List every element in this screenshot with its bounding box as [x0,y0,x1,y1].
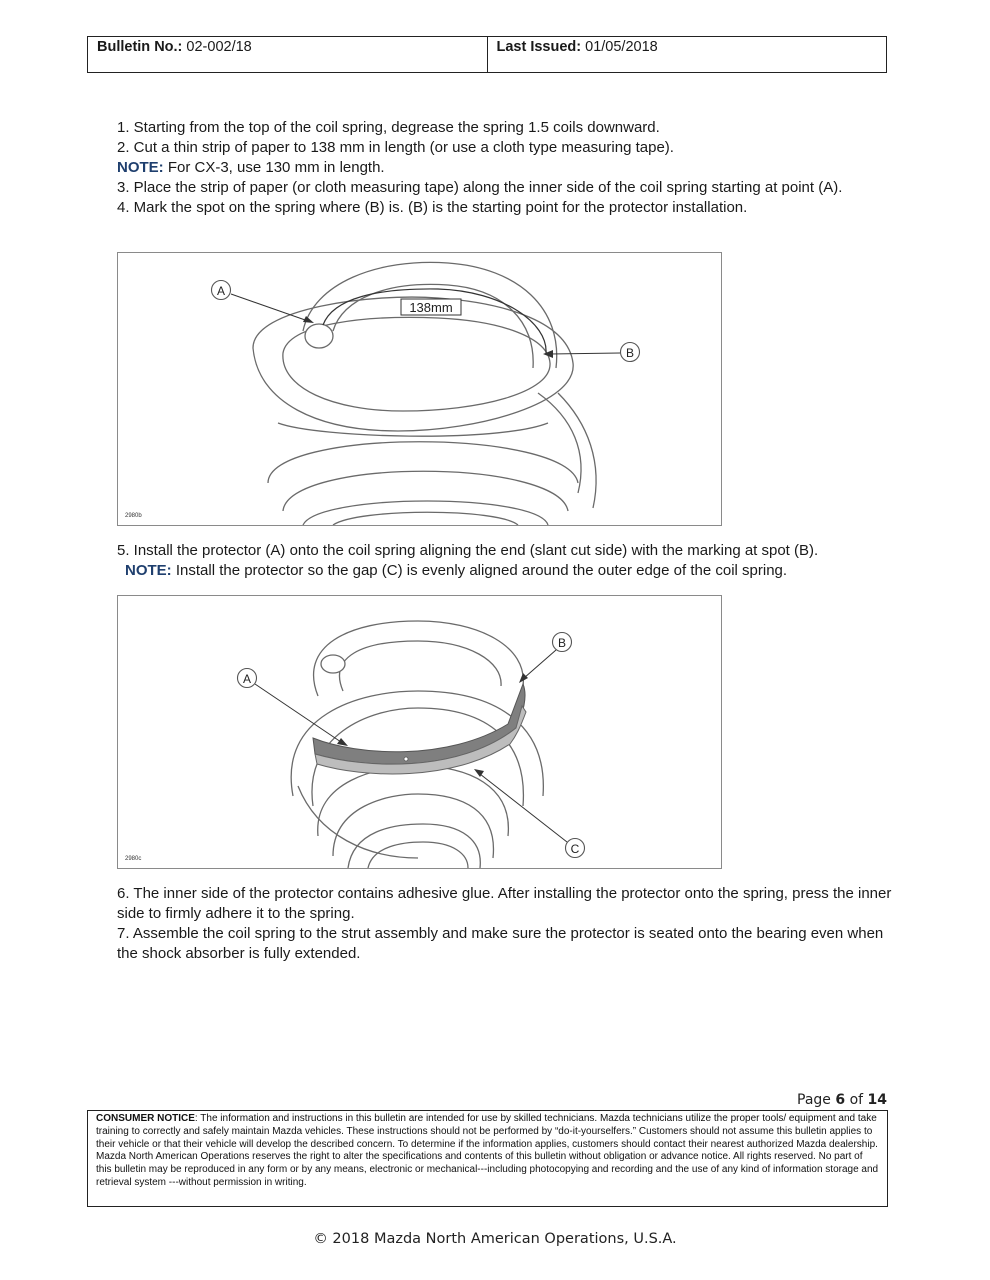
instructions-mid [117,541,892,581]
note-text: Install the protector so the gap (C) is evenly aligned around the outer edge of the coil spring. [175,562,788,579]
callout-b-label: B [557,636,567,650]
last-issued-value: 01/05/2018 [585,39,658,55]
callout-c-label: C [570,842,580,856]
page-current: 6 [835,1092,846,1108]
step-6: 6. The inner side of the protector contains adhesive glue. After installing the protector onto the spring, press the inner side to firmly adhere it to the spring. [117,885,892,922]
callout-a-label: A [216,284,226,298]
bulletin-header [87,36,887,73]
figure-code: 2980b [125,513,142,519]
last-issued-label: Last Issued: [496,39,582,55]
consumer-notice-label: CONSUMER NOTICE [96,1113,195,1124]
step-5: 5. Install the protector (A) onto the coil spring aligning the end (slant cut side) with the marking at spot (B). [117,542,819,559]
step-7: 7. Assemble the coil spring to the strut assembly and make sure the protector is seated onto the bearing even when the shock absorber is fully extended. [117,925,884,962]
step-3: 3. Place the strip of paper (or cloth measuring tape) along the inner side of the coil spring starting at point (A). [117,179,843,196]
figure-measure-spring [117,252,722,526]
note-2 [117,561,892,581]
note-label: NOTE: [117,159,164,176]
page-of: of [849,1092,864,1108]
spring-cut-end [321,655,345,673]
measure-label: 138mm [409,300,453,315]
copyright: © 2018 Mazda North American Operations, U.S.A. [313,1231,677,1247]
figure-code: 2980c [125,856,142,862]
figure-install-protector [117,595,722,869]
bulletin-number-cell [88,37,487,72]
note-text: For CX-3, use 130 mm in length. [167,159,385,176]
callout-a-label: A [242,672,252,686]
step-1: 1. Starting from the top of the coil spring, degrease the spring 1.5 coils downward. [117,119,660,136]
step-4: 4. Mark the spot on the spring where (B) is. (B) is the starting point for the protector installation. [117,199,748,216]
last-issued-cell [487,37,887,72]
instructions-top [117,118,892,218]
coil-spring-measure-illustration [118,253,721,525]
consumer-notice-text: : The information and instructions in this bulletin are intended for use by skilled technicians. Mazda technicians utilize the proper tools/ equipment and take training to correctly and safely maintain Mazda vehicles. These instructions should not be performed by “do-it-yourselfers.” Customers should not assume this bulletin applies to their vehicle or that their vehicle will develop the described concern. To determine if the information applies, customers should contact their nearest authorized Mazda dealership. Mazda North American Operations reserves the right to alter the specifications and contents of this bulletin without obligation or advance notice. All rights reserved. No part of this bulletin may be reproduced in any form or by any means, electronic or mechanical---including photocopying and recording and the use of any kind of information storage and retrieval system ---without permission in writing. [96,1113,879,1188]
page-total: 14 [867,1092,887,1108]
step-2: 2. Cut a thin strip of paper to 138 mm in length (or use a cloth type measuring tape). [117,139,674,156]
bulletin-number-label: Bulletin No.: [97,39,183,55]
page-prefix: Page [797,1092,831,1108]
bulletin-number-value: 02-002/18 [186,39,252,55]
note-1 [117,158,892,178]
spring-end-a [305,324,333,348]
page-number [797,1092,887,1108]
callout-b-label: B [625,346,635,360]
consumer-notice [87,1110,888,1207]
instructions-bottom [117,884,892,964]
protector-install-illustration [118,596,721,868]
note-label: NOTE: [125,562,172,579]
